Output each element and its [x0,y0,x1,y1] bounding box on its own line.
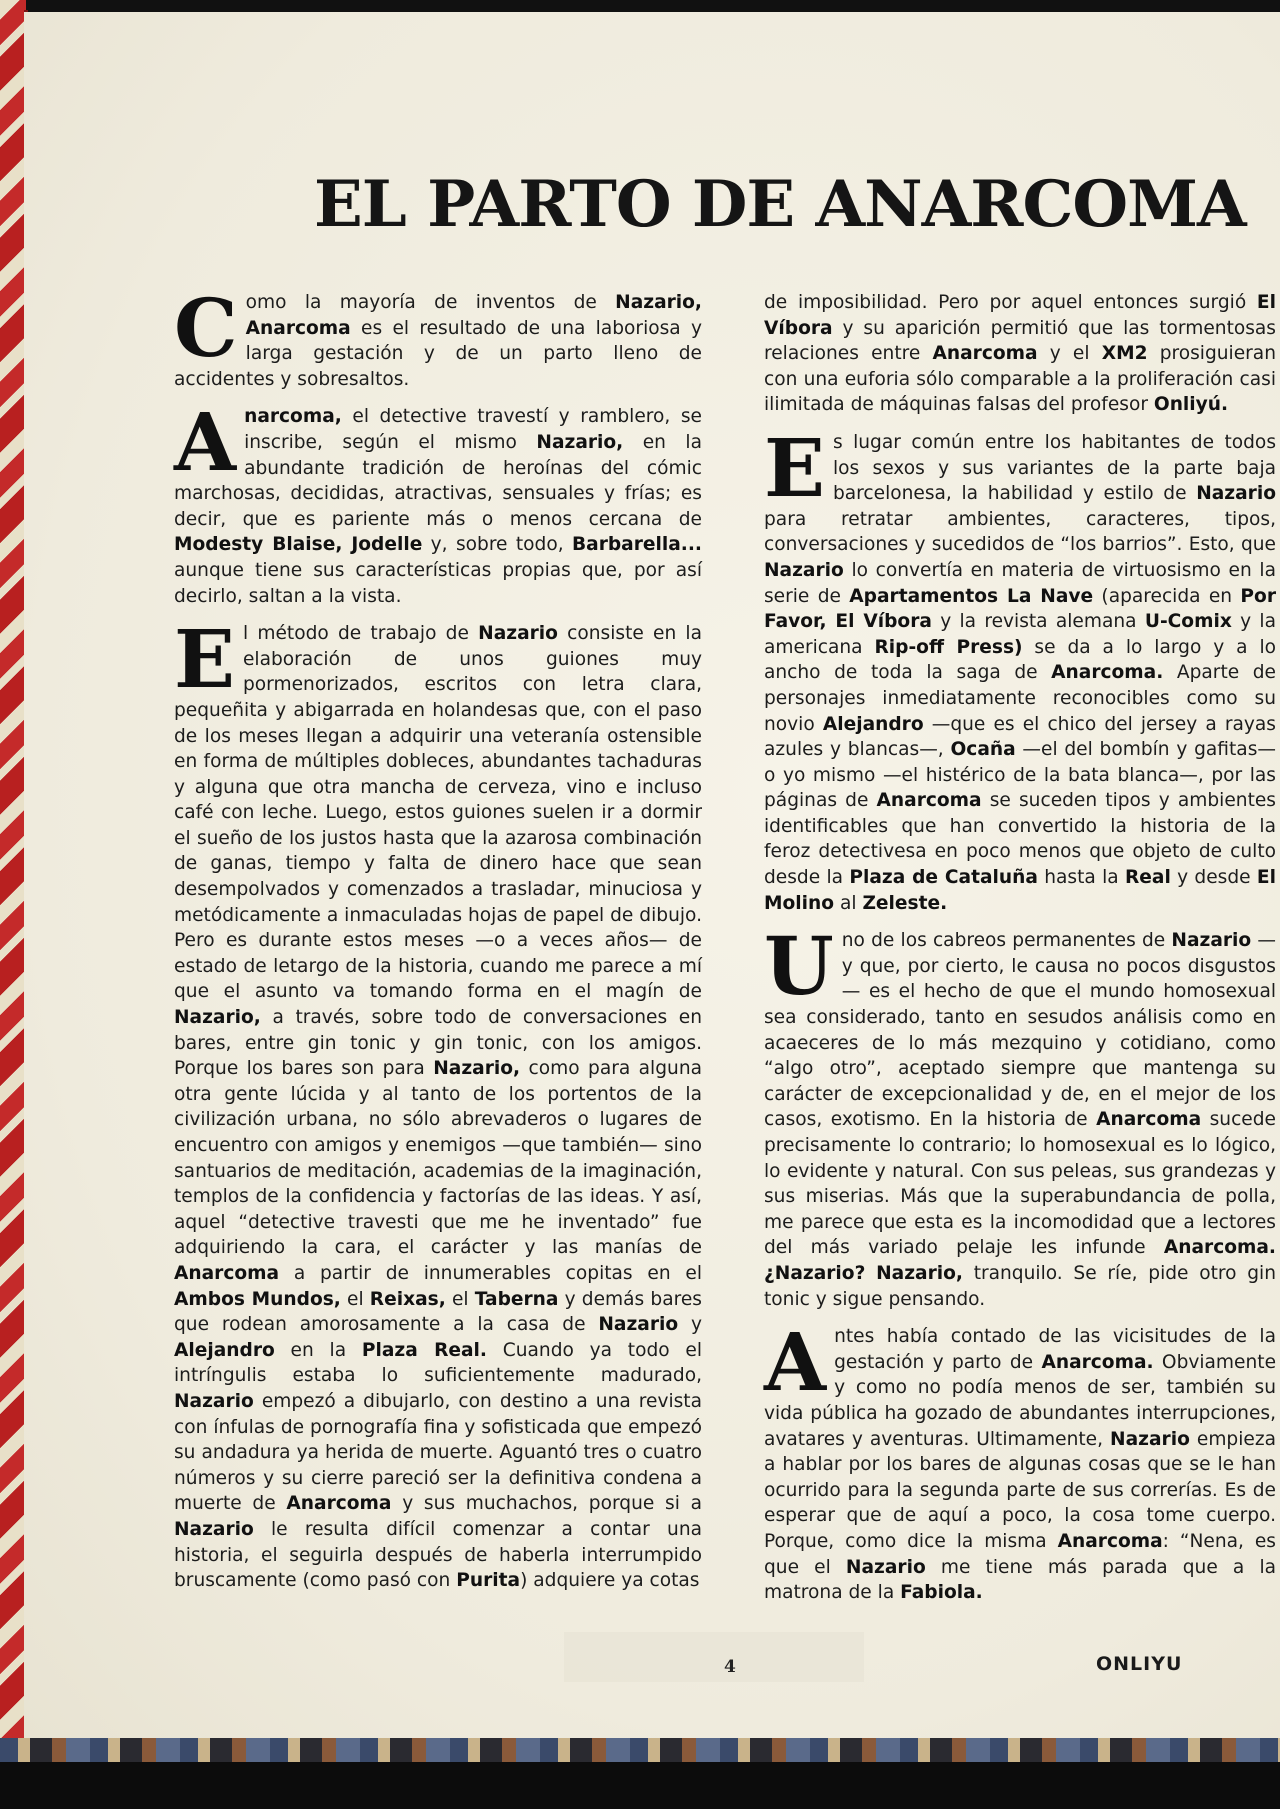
text-run [865,1263,876,1284]
bold-name: Anarcoma. [1163,1237,1276,1259]
bold-name: Real [1124,867,1171,889]
text-run: lo convertía en materia de virtuosismo en la serie de [764,559,1276,607]
bold-name: Nazario [1196,483,1276,505]
bold-name: XM2 [1101,343,1148,365]
drop-cap-letter: C [174,281,238,375]
bold-name: El Víbora [764,292,1276,339]
bold-name: Nazario, [174,1007,261,1029]
bold-name: Anarcoma [1057,1530,1163,1552]
text-run: el [445,1288,475,1310]
text-run: omo la mayoría de inventos de [245,292,616,313]
text-run: y la americana [764,611,1276,658]
text-run: en la [274,1339,362,1361]
bold-name: Anarcoma [174,1262,280,1284]
scan-bottom-border [0,1762,1280,1809]
bold-name: Modesty Blaise, Jodelle [174,534,423,556]
bold-name: Plaza de Cataluña [849,867,1038,889]
text-run: Aparte de personajes inmediatamente reconocibles como su novio [764,662,1276,735]
bold-name: Purita [456,1570,521,1592]
bold-name: Reixas, [369,1288,446,1310]
text-run: se da a lo largo y a lo ancho de toda la saga de [764,636,1276,684]
text-run: —que es el chico del jersey a rayas azules y blancas—, [764,713,1276,761]
bold-name: Nazario [174,1518,254,1540]
bold-name: Zeleste. [862,892,948,914]
bold-name: Nazario [478,623,558,645]
author-signature: ONLIYU [1096,1653,1183,1675]
magazine-page [24,12,1280,1740]
paragraph [764,919,1276,1312]
bold-name: Anarcoma. [1051,662,1164,684]
text-run: y el [1037,343,1102,365]
bold-name: Nazario, [615,292,702,313]
text-run: l método de trabajo de [242,623,479,645]
text-run: —y que, por cierto, le causa no pocos disgustos— es el hecho de que el mundo homosexual sea considerado, tanto en sesudos análisis como en acaeceres de lo más mezquino y cotidiano, como “algo otro”, aceptado siempre que mantenga su carácter de excepcionalidad y de, en el mejor de los casos, exotismo. En la historia de [764,930,1276,1131]
text-run: ) adquiere ya cotas [520,1570,700,1592]
bold-name: Barbarella... [571,534,702,556]
bold-name: Nazario [598,1314,679,1336]
bold-name: Plaza Real. [361,1339,487,1361]
text-run: empieza a hablar por los bares de algunas cosas que se le han ocurrido para la segunda parte de sus correrías. Es de esperar que de aquí a poco, la cosa tome cuerpo. Porque, como dice la misma [764,1428,1276,1552]
bold-name: Alejandro [174,1339,275,1361]
drop-cap-letter: A [764,1315,827,1410]
paragraph [764,1315,1277,1606]
paragraph [764,290,1276,418]
text-run: y, sobre todo, [422,534,572,556]
drop-cap-letter: E [764,420,825,515]
bold-name: Anarcoma [245,317,351,339]
next-page-edge [0,1738,1280,1762]
text-run: en la abundante tradición de heroínas del cómic marchosas, decididas, atractivas, sensuales y frías; es decir, que es pariente más o menos cercana de [174,431,702,530]
text-run: Cuando ya todo el intríngulis estaba lo suficientemente madurado, [174,1339,702,1387]
text-run: no de los cabreos permanentes de [841,930,1172,952]
bold-name: Anarcoma. [1041,1351,1154,1373]
bold-name: Nazario [1171,930,1252,952]
bold-name: Anarcoma [286,1493,392,1515]
page-number: 4 [724,1657,736,1677]
bold-name: Taberna [474,1288,559,1310]
bold-name: Nazario, [433,1058,521,1080]
text-run: el detective travestí y ramblero, se inscribe, según el mismo [244,406,702,453]
bold-name: Nazario, [536,431,624,453]
text-run: el [340,1288,370,1310]
bold-name: Fabiola. [900,1582,983,1604]
paragraph [174,281,702,392]
bold-name: Ambos Mundos, [174,1288,341,1310]
text-run: y desde [1170,867,1257,889]
text-run: y demás bares que rodean amorosamente a la casa de [174,1288,702,1336]
bold-name: Por Favor, El Víbora [764,585,1276,633]
text-run: de imposibilidad. Pero por aquel entonces surgió [764,292,1257,313]
paragraph [764,420,1276,916]
text-run: sucede precisamente lo contrario; lo homosexual es lo lógico, lo evidente y natural. Con sus peleas, sus grandezas y sus miserias. Más que la superabundancia de polla, me parece que esta es la incomodidad que a lectores del más variado pelaje les infunde [764,1109,1276,1259]
bleed-through-shadow [564,1632,864,1682]
article-title: EL PARTO DE ANARCOMA [314,166,1246,242]
text-run: : “Nena, es que el [764,1530,1276,1578]
paragraph [174,612,702,1594]
magazine-spine-pattern [0,0,26,1760]
text-run: consiste en la elaboración de unos guiones muy pormenorizados, escritos con letra clara, pequeñita y abigarrada en holandesas que, con el paso de los meses llegan a adquirir una veteranía ostensible en forma de múltiples dobleces, abundantes tachaduras y alguna que otra mancha de cerveza, vino e incluso café con leche. Luego, estos guiones suelen ir a dormir el sueño de los justos hasta que la azarosa combinación de ganas, tiempo y falta de dinero hace que sean desempolvados y comenzados a trasladar, minuciosa y metódicamente a inmaculadas hojas de papel de dibujo. Pero es durante estos meses —o a veces años— de estado de letargo de la historia, cuando me parece a mí que el asunto va tomando forma en el magín de [174,623,702,1003]
text-run: ntes había contado de las vicisitudes de la gestación y parto de [834,1326,1276,1373]
text-run: Obviamente y como no podía menos de ser, también su vida pública ha gozado de abundantes interrupciones, avatares y aventuras. Ultimamente, [764,1351,1277,1450]
bold-name: El Molino [764,867,1276,914]
text-run: me tiene más parada que a la matrona de la [764,1556,1276,1604]
bold-name: ¿Nazario? [764,1262,866,1284]
drop-cap-letter: A [174,395,237,490]
bold-name: Anarcoma [876,790,982,812]
text-run: (aparecida en [1093,585,1241,607]
text-run: y sus muchachos, porque si a [391,1493,702,1515]
text-run: prosiguieran con una euforia sólo comparable a la proliferación casi ilimitada de máquinas falsas del profesor [764,343,1276,416]
bold-name: Nazario [1110,1428,1190,1450]
bold-name: Anarcoma [1096,1109,1202,1131]
text-run: aunque tiene sus características propias que, por así decirlo, saltan a la vista. [174,559,702,607]
bold-name: Ocaña [950,739,1016,761]
text-run: a través, sobre todo de conversaciones en bares, entre gin tonic y gin tonic, con los amigos. Porque los bares son para [174,1007,702,1080]
text-run: hasta la [1037,867,1125,889]
text-run: s lugar común entre los habitantes de todos los sexos y sus variantes de la parte baja barcelonesa, la habilidad y estilo de [832,431,1276,505]
text-run: se suceden tipos y ambientes identificables que han convertido la historia de la feroz detectivesa en poco menos que objeto de culto desde la [764,790,1276,889]
scan-top-border [0,0,1280,12]
drop-cap-letter: U [764,919,834,1014]
bold-name: Nazario, [876,1262,963,1284]
text-run: tranquilo. Se ríe, pide otro gin tonic y sigue pensando. [764,1262,1276,1310]
bold-name: Onliyú. [1153,394,1229,416]
text-column-right [764,290,1276,1618]
text-run: al [834,892,863,914]
bold-name: Rip-off Press) [874,636,1023,658]
bold-name: Anarcoma [932,343,1038,365]
text-run: y la revista alemana [931,611,1145,633]
text-run: y [678,1314,702,1336]
bold-name: narcoma, [244,406,342,428]
text-run: es el resultado de una laboriosa y larga gestación y de un parto lleno de accidentes y sobresaltos. [174,317,702,390]
text-run: a partir de innumerables copitas en el [279,1262,702,1284]
bold-name: Nazario [845,1556,926,1578]
bold-name: Apartamentos La Nave [849,585,1094,607]
bold-name: Alejandro [822,713,924,735]
text-run: empezó a dibujarlo, con destino a una revista con ínfulas de pornografía fina y sofisticada que empezó su andadura ya herida de muerte. Aguantó tres o cuatro números y su cierre pareció ser la definitiva condena a muerte de [174,1390,702,1515]
text-run: y su aparición permitió que las tormentosas relaciones entre [764,317,1276,365]
paragraph [174,395,702,609]
text-run: le resulta difícil comenzar a contar una historia, el seguirla después de haberla interrumpido bruscamente (como pasó con [174,1518,702,1592]
text-run: para retratar ambientes, caracteres, tipos, conversaciones y sucedidos de “los barrios”. Esto, que [764,508,1276,556]
bold-name: Nazario [174,1390,254,1412]
bold-name: U-Comix [1144,611,1232,633]
bold-name: Nazario [764,559,844,581]
text-run: como para alguna otra gente lúcida y al tanto de los portentos de la civilización urbana, no sólo abrevaderos o lugares de encuentro con amigos y enemigos —que también— sino santuarios de meditación, academias de la imaginación, templos de la confidencia y factorías de las ideas. Y así, aquel “detective travesti que me he inventado” fue adquiriendo la cara, el carácter y las manías de [174,1058,702,1259]
text-column-left [174,281,702,1606]
text-run: —el del bombín y gafitas— o yo mismo —el histérico de la bata blanca—, por las páginas de [764,739,1276,812]
drop-cap-letter: E [174,612,235,707]
